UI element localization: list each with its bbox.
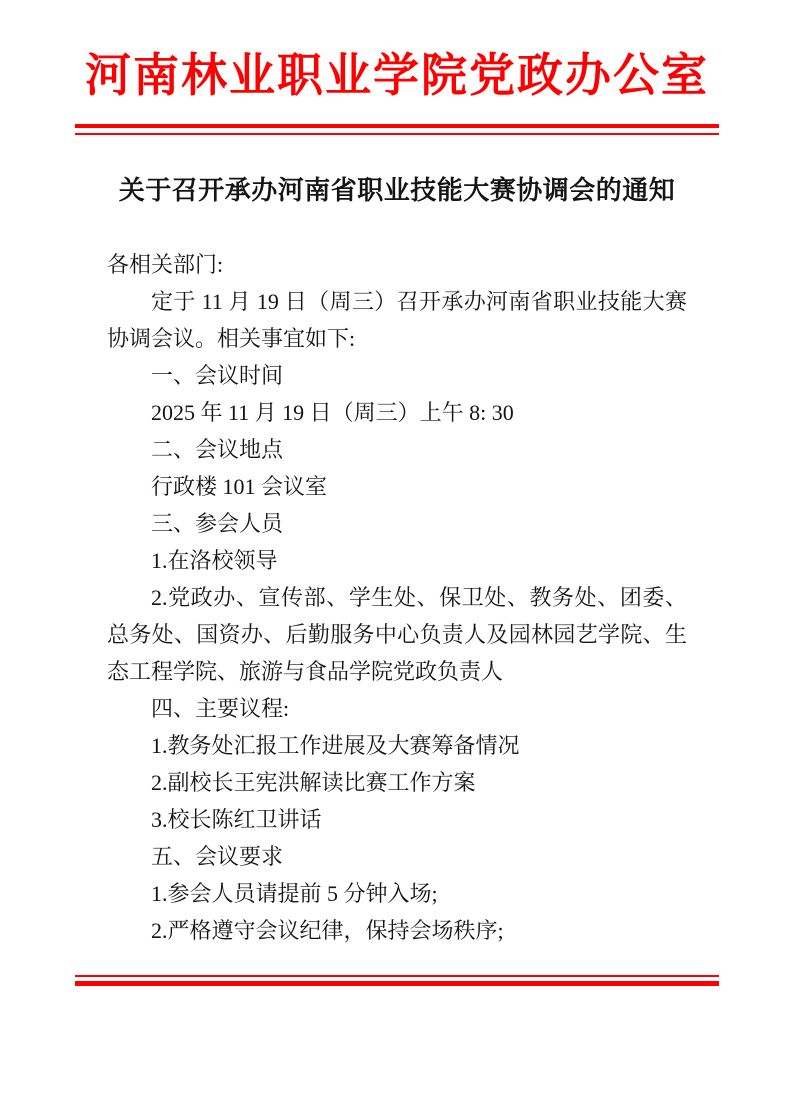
body-paragraph: 五、会议要求 bbox=[151, 844, 284, 869]
header-double-rule bbox=[75, 124, 719, 135]
footer-double-rule bbox=[75, 975, 719, 986]
document-body bbox=[107, 246, 687, 949]
letterhead-title: 河南林业职业学院党政办公室 bbox=[85, 50, 709, 101]
body-paragraph: 三、参会人员 bbox=[151, 511, 284, 536]
body-paragraph: 二、会议地点 bbox=[151, 437, 284, 462]
body-paragraph: 一、会议时间 bbox=[151, 363, 284, 388]
body-paragraph: 3.校长陈红卫讲话 bbox=[151, 807, 322, 832]
body-paragraph: 四、主要议程: bbox=[151, 696, 290, 721]
header-rule-thin-line bbox=[75, 133, 719, 135]
body-paragraph: 1.参会人员请提前 5 分钟入场; bbox=[151, 881, 438, 906]
body-paragraph: 行政楼 101 会议室 bbox=[151, 474, 328, 499]
footer-rule-thick-line bbox=[75, 981, 719, 986]
body-paragraph: 2.党政办、宣传部、学生处、保卫处、教务处、团委、总务处、国资办、后勤服务中心负责人及园林园艺学院、生态工程学院、旅游与食品学院党政负责人 bbox=[107, 585, 687, 684]
salutation: 各相关部门: bbox=[107, 252, 224, 277]
body-paragraph: 2.严格遵守会议纪律，保持会场秩序; bbox=[151, 918, 504, 943]
body-paragraph: 定于 11 月 19 日（周三）召开承办河南省职业技能大赛协调会议。相关事宜如下: bbox=[107, 289, 687, 351]
body-paragraph: 1.教务处汇报工作进展及大赛筹备情况 bbox=[151, 733, 520, 758]
document-title: 关于召开承办河南省职业技能大赛协调会的通知 bbox=[118, 176, 676, 205]
body-paragraph: 2025 年 11 月 19 日（周三）上午 8: 30 bbox=[151, 400, 514, 425]
body-paragraph: 1.在洛校领导 bbox=[151, 548, 278, 573]
body-paragraph: 2.副校长王宪洪解读比赛工作方案 bbox=[151, 770, 476, 795]
